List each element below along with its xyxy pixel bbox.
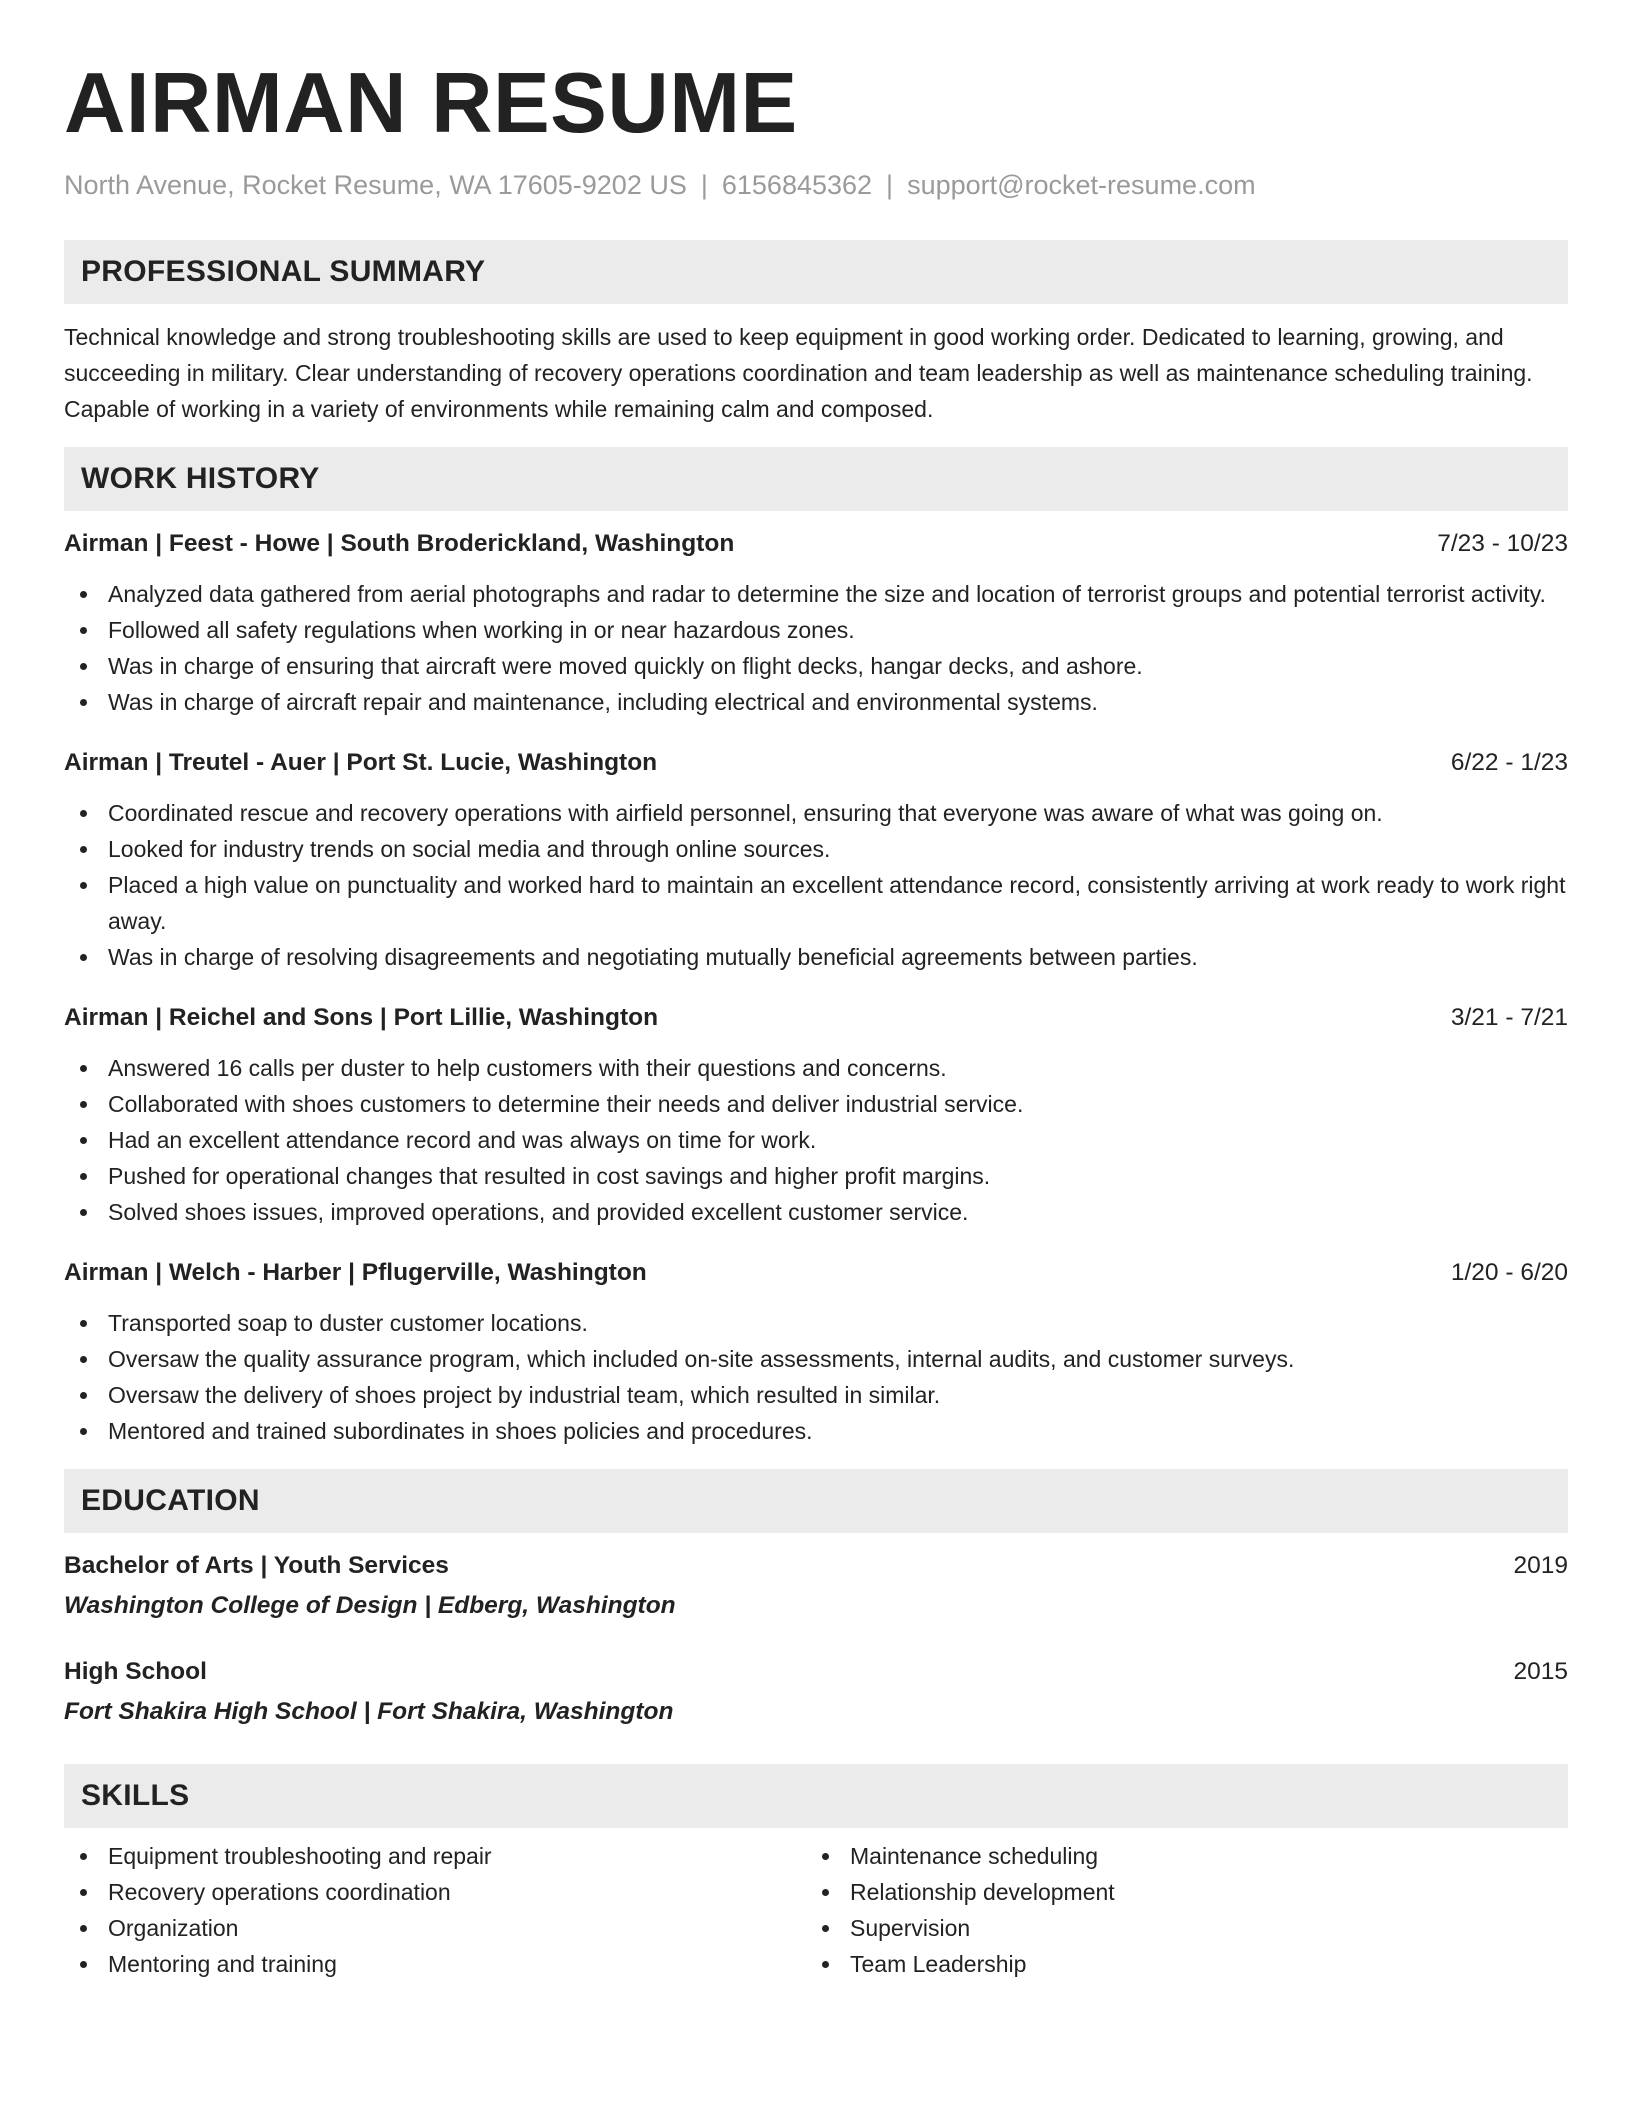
summary-text: Technical knowledge and strong troubleshooting skills are used to keep equipment in good working order. Dedicated to learning, growing, and succeeding in military. Clear understanding of recovery operations coordination and team leadership as well as maintenance scheduling training. Capable of working in a variety of environments while remaining calm and composed. <box>64 324 1533 422</box>
job-header <box>64 1000 1568 1036</box>
resume-name: AIRMAN RESUME <box>64 56 798 151</box>
contact-separator: | <box>886 170 894 200</box>
list-item: Oversaw the delivery of shoes project by industrial team, which resulted in similar. <box>64 1377 1568 1413</box>
section-header-skills: SKILLS <box>64 1764 1568 1828</box>
list-item: Was in charge of resolving disagreements and negotiating mutually beneficial agreements between parties. <box>64 939 1568 975</box>
skill-item: Organization <box>64 1910 806 1946</box>
job-title: Airman | Welch - Harber | Pflugerville, Washington <box>64 1259 647 1286</box>
section-header-education: EDUCATION <box>64 1469 1568 1533</box>
job-dates: 3/21 - 7/21 <box>1450 1004 1568 1031</box>
job-bullets <box>64 795 1568 975</box>
education-year: 2019 <box>1513 1552 1568 1579</box>
list-item: Transported soap to duster customer locations. <box>64 1305 1568 1341</box>
skills-column-right <box>806 1838 1548 1982</box>
school: Washington College of Design | Edberg, Washington <box>64 1592 676 1619</box>
education-entry <box>64 1654 1568 1730</box>
job-entry <box>64 745 1568 975</box>
job-title: Airman | Treutel - Auer | Port St. Lucie, Washington <box>64 749 658 776</box>
contact-separator: | <box>700 170 708 200</box>
job-dates: 6/22 - 1/23 <box>1450 749 1568 776</box>
section-header-summary: PROFESSIONAL SUMMARY <box>64 240 1568 304</box>
skills-column-left <box>64 1838 806 1982</box>
skills-list <box>64 1838 1568 1982</box>
education-entry <box>64 1548 1568 1624</box>
job-entry <box>64 1255 1568 1449</box>
degree: Bachelor of Arts | Youth Services <box>64 1552 449 1579</box>
list-item: Pushed for operational changes that resulted in cost savings and higher profit margins. <box>64 1158 1568 1194</box>
list-item: Analyzed data gathered from aerial photographs and radar to determine the size and location of terrorist groups and potential terrorist activity. <box>64 576 1568 612</box>
address: North Avenue, Rocket Resume, WA 17605-9202 US <box>64 170 687 200</box>
job-header <box>64 526 1568 562</box>
job-bullets <box>64 576 1568 720</box>
list-item: Solved shoes issues, improved operations, and provided excellent customer service. <box>64 1194 1568 1230</box>
list-item: Oversaw the quality assurance program, which included on-site assessments, internal audits, and customer surveys. <box>64 1341 1568 1377</box>
list-item: Coordinated rescue and recovery operations with airfield personnel, ensuring that everyone was aware of what was going on. <box>64 795 1568 831</box>
list-item: Placed a high value on punctuality and worked hard to maintain an excellent attendance record, consistently arriving at work ready to work right away. <box>64 867 1568 939</box>
education-header <box>64 1548 1568 1584</box>
skill-item: Team Leadership <box>806 1946 1548 1982</box>
job-title: Airman | Reichel and Sons | Port Lillie, Washington <box>64 1004 659 1031</box>
list-item: Was in charge of ensuring that aircraft were moved quickly on flight decks, hangar decks, and ashore. <box>64 648 1568 684</box>
school: Fort Shakira High School | Fort Shakira, Washington <box>64 1698 674 1725</box>
list-item: Was in charge of aircraft repair and maintenance, including electrical and environmental systems. <box>64 684 1568 720</box>
job-header <box>64 1255 1568 1291</box>
job-title: Airman | Feest - Howe | South Broderickland, Washington <box>64 530 735 557</box>
job-dates: 7/23 - 10/23 <box>1437 530 1568 557</box>
job-entry <box>64 526 1568 720</box>
skill-item: Mentoring and training <box>64 1946 806 1982</box>
list-item: Followed all safety regulations when working in or near hazardous zones. <box>64 612 1568 648</box>
education-year: 2015 <box>1513 1658 1568 1685</box>
degree: High School <box>64 1658 207 1685</box>
job-header <box>64 745 1568 781</box>
skill-item: Relationship development <box>806 1874 1548 1910</box>
contact-line <box>64 168 1568 202</box>
job-bullets <box>64 1305 1568 1449</box>
list-item: Answered 16 calls per duster to help customers with their questions and concerns. <box>64 1050 1568 1086</box>
section-header-work-history: WORK HISTORY <box>64 447 1568 511</box>
job-dates: 1/20 - 6/20 <box>1450 1259 1568 1286</box>
skill-item: Supervision <box>806 1910 1548 1946</box>
job-bullets <box>64 1050 1568 1230</box>
job-entry <box>64 1000 1568 1230</box>
skill-item: Recovery operations coordination <box>64 1874 806 1910</box>
skill-item: Equipment troubleshooting and repair <box>64 1838 806 1874</box>
phone: 6156845362 <box>721 170 873 200</box>
list-item: Collaborated with shoes customers to determine their needs and deliver industrial service. <box>64 1086 1568 1122</box>
education-header <box>64 1654 1568 1690</box>
email: support@rocket-resume.com <box>907 170 1256 200</box>
list-item: Had an excellent attendance record and was always on time for work. <box>64 1122 1568 1158</box>
skill-item: Maintenance scheduling <box>806 1838 1548 1874</box>
list-item: Looked for industry trends on social media and through online sources. <box>64 831 1568 867</box>
list-item: Mentored and trained subordinates in shoes policies and procedures. <box>64 1413 1568 1449</box>
